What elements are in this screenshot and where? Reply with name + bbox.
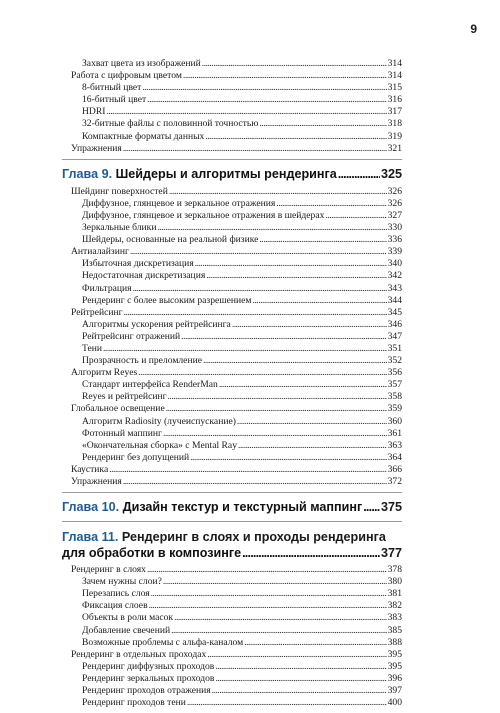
toc-entry — [62, 283, 402, 295]
chapter-11-heading — [62, 529, 402, 561]
toc-entry-label: Диффузное, глянцевое и зеркальное отражения — [82, 197, 276, 209]
toc-entry-label: 32-битные файлы с половинной точностью — [82, 118, 259, 130]
toc-entry-page: 315 — [387, 82, 402, 94]
chapter-title: Дизайн текстур и текстурный маппинг — [122, 500, 363, 515]
leader-dots — [163, 576, 387, 588]
toc-entry-page: 356 — [387, 367, 402, 379]
toc-entry-label: Тени — [82, 342, 103, 354]
chapter-title-cont: для обработки в композинге — [62, 546, 242, 561]
leader-dots — [195, 258, 387, 270]
toc-entry-page: 345 — [387, 306, 402, 318]
leader-dots — [123, 476, 387, 488]
toc-entry — [62, 270, 402, 282]
toc-entry-label: Рендеринг зеркальных проходов — [82, 672, 215, 684]
divider — [62, 492, 402, 493]
toc-entry — [62, 379, 402, 391]
leader-dots — [276, 198, 386, 210]
toc-entry-label: Упражнения — [71, 142, 122, 154]
toc-entry-label: Недостаточная дискретизация — [82, 270, 206, 282]
toc-entry-label: Алгоритм Radiosity (лучеиспускание) — [82, 415, 236, 427]
chapter-page: 325 — [380, 166, 402, 181]
toc-entry-label: Компактные форматы данных — [82, 130, 205, 142]
toc-entry — [62, 118, 402, 130]
leader-dots — [169, 186, 387, 198]
leader-dots — [133, 283, 387, 295]
divider — [62, 521, 402, 522]
toc-entry-page: 343 — [387, 282, 402, 294]
toc-entry-label: Глобальное освещение — [71, 403, 165, 415]
leader-dots — [187, 697, 387, 709]
toc-entry-label: Рендеринг в отдельных проходах — [71, 648, 207, 660]
chapter-number: Глава 11. — [62, 530, 119, 545]
leader-dots — [151, 588, 387, 600]
toc-entry — [62, 637, 402, 649]
leader-dots — [103, 343, 387, 355]
toc-entry — [62, 222, 402, 234]
leader-dots — [149, 600, 387, 612]
toc-entry — [62, 295, 402, 307]
toc-entry-label: Работа с цифровым цветом — [71, 70, 182, 82]
toc-entry — [62, 94, 402, 106]
toc-entry-label: Перезапись слоя — [82, 588, 150, 600]
toc-entry — [62, 258, 402, 270]
toc-entry-page: 381 — [387, 588, 402, 600]
toc-entry-label: Рендеринг с более высоким разрешением — [82, 294, 252, 306]
leader-dots — [207, 649, 386, 661]
leader-dots — [212, 685, 387, 697]
toc-entry — [62, 234, 402, 246]
toc-entry-label: Диффузное, глянцевое и зеркальное отражения в шейдерах — [82, 209, 325, 221]
toc-entry — [62, 70, 402, 82]
toc-entry-page: 400 — [387, 697, 402, 709]
toc-entry-label: Рейтрейсинг — [71, 306, 123, 318]
toc-entry-page: 339 — [387, 246, 402, 258]
toc-entry — [62, 588, 402, 600]
toc-entry-page: 351 — [387, 342, 402, 354]
toc-entry-page: 326 — [387, 197, 402, 209]
toc-entry — [62, 476, 402, 488]
toc-entry — [62, 307, 402, 319]
toc-entry-label: Прозрачность и преломление — [82, 355, 202, 367]
toc-entry-page: 372 — [387, 476, 402, 487]
toc-entry — [62, 452, 402, 464]
toc-section-ch9 — [62, 186, 402, 488]
toc-entry — [62, 600, 402, 612]
toc-entry — [62, 355, 402, 367]
toc-entry-page: 395 — [387, 648, 402, 660]
toc-entry — [62, 649, 402, 661]
toc-entry-page: 346 — [387, 318, 402, 330]
toc-entry — [62, 198, 402, 210]
toc-entry-label: Рендеринг в слоях — [71, 564, 146, 576]
toc-entry-label: Рендеринг проходов тени — [82, 697, 186, 709]
toc-entry-label: Захват цвета из изображений — [82, 58, 201, 69]
toc-entry-page: 383 — [387, 612, 402, 624]
leader-dots — [259, 234, 386, 246]
toc-entry-label: Объекты в роли масок — [82, 612, 174, 624]
leader-dots — [106, 106, 386, 118]
toc-entry — [62, 58, 402, 70]
toc-entry-page: 314 — [387, 70, 402, 82]
leader-dots — [124, 307, 387, 319]
toc-entry-label: Алгоритм Reyes — [71, 367, 138, 379]
toc-entry-page: 395 — [387, 660, 402, 672]
toc-section-ch8-tail — [62, 58, 402, 155]
toc-entry — [62, 685, 402, 697]
chapter-title: Рендеринг в слоях и проходы рендеринга — [121, 530, 386, 545]
toc-entry-label: Возможные проблемы с альфа-каналом — [82, 636, 244, 648]
toc-entry-label: Рендеринг без допущений — [82, 451, 190, 463]
toc-section-ch11 — [62, 564, 402, 709]
toc-entry-label: Упражнения — [71, 476, 122, 487]
toc-entry-page: 319 — [387, 130, 402, 142]
toc-entry — [62, 661, 402, 673]
toc-entry-page: 358 — [387, 391, 402, 403]
leader-dots — [325, 210, 386, 222]
table-of-contents — [62, 58, 402, 709]
toc-entry-page: 396 — [387, 672, 402, 684]
toc-entry-label: Рендеринг проходов отражения — [82, 685, 211, 697]
toc-entry-page: 397 — [387, 685, 402, 697]
toc-entry-page: 330 — [387, 222, 402, 234]
leader-dots — [168, 391, 387, 403]
chapter-title: Шейдеры и алгоритмы рендеринга — [115, 166, 337, 181]
toc-entry-page: 336 — [387, 234, 402, 246]
toc-entry — [62, 612, 402, 624]
leader-dots — [206, 270, 386, 282]
leader-dots — [166, 403, 387, 415]
toc-entry — [62, 416, 402, 428]
toc-entry-label: Reyes и рейтрейсинг — [82, 391, 167, 403]
toc-entry — [62, 625, 402, 637]
toc-entry-label: HDRI — [82, 106, 106, 118]
toc-entry-page: 378 — [387, 564, 402, 576]
toc-entry-page: 342 — [387, 270, 402, 282]
chapter-10-heading — [62, 499, 402, 515]
toc-entry — [62, 697, 402, 709]
toc-entry-page: 314 — [387, 58, 402, 69]
toc-entry — [62, 131, 402, 143]
toc-entry-label: Рейтрейсинг отражений — [82, 330, 181, 342]
toc-entry — [62, 343, 402, 355]
leader-dots — [190, 452, 386, 464]
toc-entry-page: 366 — [387, 463, 402, 475]
toc-entry — [62, 246, 402, 258]
toc-entry-label: Зеркальные блики — [82, 222, 157, 234]
toc-entry-page: 357 — [387, 379, 402, 391]
toc-entry — [62, 186, 402, 198]
toc-entry-page: 382 — [387, 600, 402, 612]
leader-dots — [147, 94, 386, 106]
toc-entry-page: 327 — [387, 209, 402, 221]
toc-entry-label: Шейдеры, основанные на реальной физике — [82, 234, 259, 246]
chapter-number: Глава 9. — [62, 166, 113, 181]
toc-entry-label: Фиксация слоев — [82, 600, 148, 612]
toc-entry — [62, 403, 402, 415]
leader-dots — [244, 637, 386, 649]
leader-dots — [123, 143, 387, 155]
toc-entry-label: Фотонный маппинг — [82, 427, 162, 439]
chapter-page: 375 — [380, 500, 402, 515]
toc-entry-label: «Окончательная сборка» с Mental Ray — [82, 439, 237, 451]
leader-dots — [157, 222, 386, 234]
divider — [62, 159, 402, 160]
toc-entry — [62, 367, 402, 379]
toc-entry-page: 347 — [387, 330, 402, 342]
toc-entry-label: Алгоритмы ускорения рейтрейсинга — [82, 318, 231, 330]
toc-entry — [62, 106, 402, 118]
toc-entry — [62, 82, 402, 94]
toc-entry-label: Зачем нужны слои? — [82, 576, 162, 588]
toc-entry-label: Рендеринг диффузных проходов — [82, 660, 215, 672]
leader-dots — [109, 464, 386, 476]
leader-dots — [238, 440, 387, 452]
leader-dots — [237, 416, 387, 428]
toc-entry-page: 326 — [387, 185, 402, 197]
toc-entry-page: 317 — [387, 106, 402, 118]
toc-entry-label: Шейдинг поверхностей — [71, 185, 168, 197]
leader-dots — [183, 70, 387, 82]
leader-dots — [202, 58, 387, 70]
page-number: 9 — [470, 22, 477, 36]
toc-entry-label: Антиалайзинг — [71, 246, 129, 258]
toc-entry-page: 385 — [387, 624, 402, 636]
toc-entry-page: 340 — [387, 258, 402, 270]
toc-entry-page: 360 — [387, 415, 402, 427]
toc-entry — [62, 576, 402, 588]
toc-entry-page: 316 — [387, 94, 402, 106]
toc-entry — [62, 143, 402, 155]
toc-entry — [62, 331, 402, 343]
toc-entry-page: 364 — [387, 451, 402, 463]
leader-dots — [181, 331, 386, 343]
chapter-number: Глава 10. — [62, 500, 120, 515]
toc-entry-label: Каустика — [71, 463, 109, 475]
toc-entry-page: 388 — [387, 636, 402, 648]
toc-entry-page: 321 — [387, 142, 402, 154]
leader-dots — [205, 131, 386, 143]
toc-entry-page: 352 — [387, 355, 402, 367]
leader-dots — [163, 428, 387, 440]
leader-dots — [147, 564, 387, 576]
toc-entry-label: Избыточная дискретизация — [82, 258, 194, 270]
toc-entry-label: Фильтрация — [82, 282, 132, 294]
leader-dots — [232, 319, 387, 331]
toc-entry-page: 363 — [387, 439, 402, 451]
toc-entry-label: 8-битный цвет — [82, 82, 142, 94]
chapter-page: 377 — [380, 546, 402, 561]
toc-entry — [62, 210, 402, 222]
toc-entry-label: Стандарт интерфейса RenderMan — [82, 379, 218, 391]
toc-entry — [62, 464, 402, 476]
toc-entry — [62, 673, 402, 685]
leader-dots — [138, 367, 386, 379]
toc-entry — [62, 428, 402, 440]
leader-dots — [142, 82, 386, 94]
leader-dots — [253, 295, 387, 307]
leader-dots — [259, 118, 386, 130]
toc-entry-page: 361 — [387, 427, 402, 439]
leader-dots — [215, 673, 386, 685]
toc-entry-page: 359 — [387, 403, 402, 415]
toc-entry — [62, 440, 402, 452]
toc-entry — [62, 564, 402, 576]
toc-entry — [62, 319, 402, 331]
leader-dots — [171, 625, 387, 637]
toc-entry-label: Добавление свечений — [82, 624, 171, 636]
toc-entry-page: 380 — [387, 576, 402, 588]
toc-entry-label: 16-битный цвет — [82, 94, 147, 106]
toc-entry-page: 344 — [387, 294, 402, 306]
leader-dots — [130, 246, 387, 258]
toc-entry — [62, 391, 402, 403]
leader-dots — [174, 612, 387, 624]
toc-entry-page: 318 — [387, 118, 402, 130]
leader-dots — [215, 661, 386, 673]
leader-dots — [219, 379, 387, 391]
chapter-9-heading — [62, 166, 402, 182]
leader-dots — [203, 355, 387, 367]
